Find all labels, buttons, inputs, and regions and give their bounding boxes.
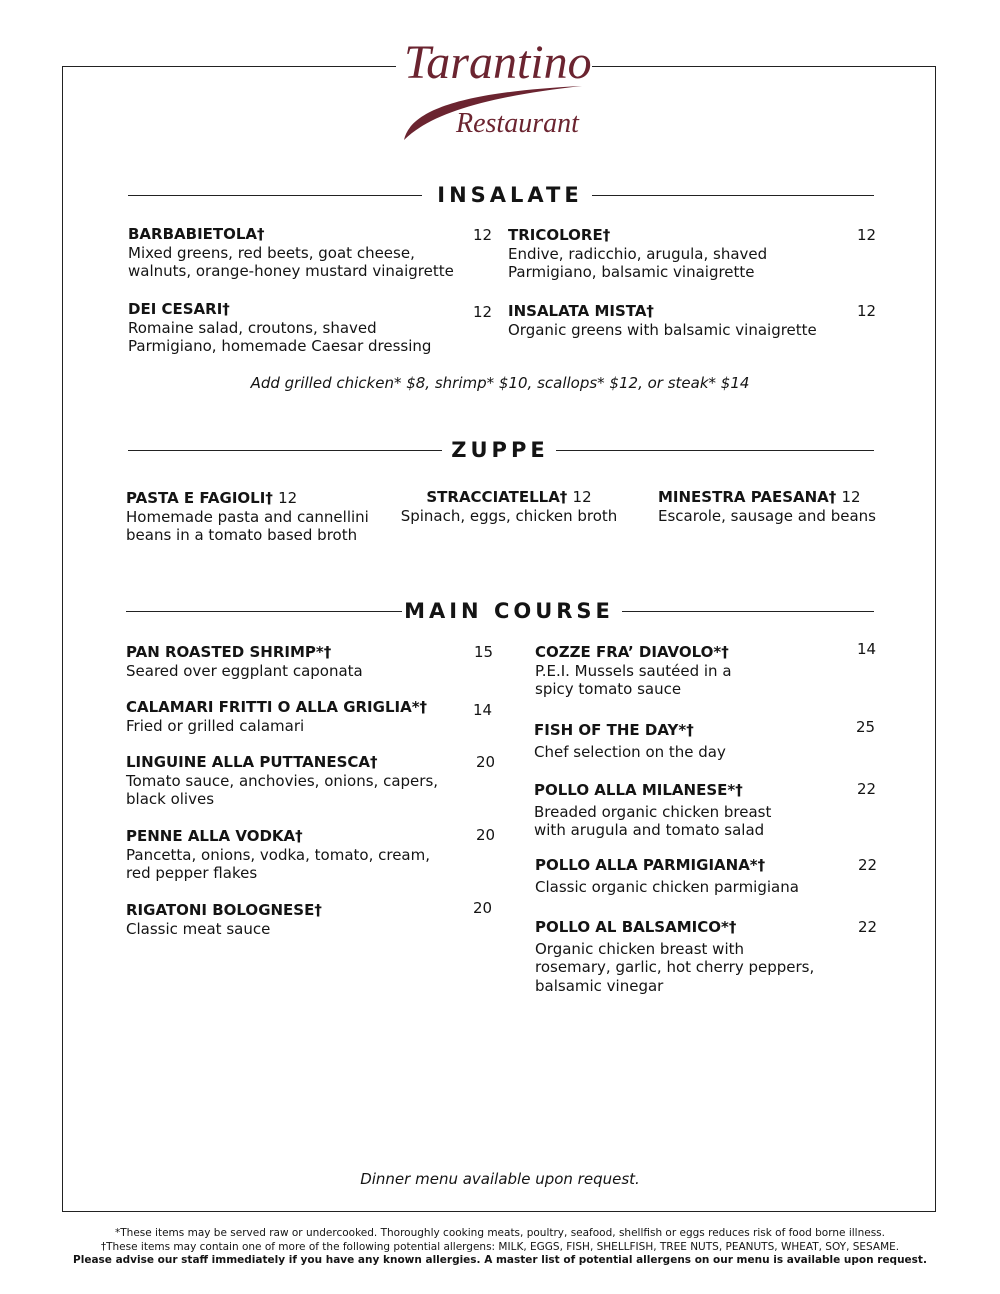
item-name-row bbox=[658, 488, 898, 507]
logo-name: Tarantino bbox=[404, 36, 592, 89]
item-name: DEI CESARI† bbox=[128, 300, 230, 318]
menu-item-rigatoni-bolognese bbox=[126, 901, 446, 938]
item-name: FISH OF THE DAY*† bbox=[534, 721, 694, 739]
menu-item-cozze-fra-diavolo bbox=[535, 643, 755, 699]
main-course-header bbox=[126, 596, 874, 626]
menu-item-pollo-parmigiana bbox=[535, 856, 815, 896]
item-price: 20 bbox=[476, 826, 496, 844]
menu-item-calamari bbox=[126, 698, 446, 735]
allergen-list: †These items may contain one of more of the following potential allergens: MILK, EGGS, FISH, SHELLFISH, TREE NUTS, PEANUTS, WHEAT, SOY, SESAME. bbox=[100, 1240, 900, 1253]
item-name: RIGATONI BOLOGNESE† bbox=[126, 901, 322, 919]
menu-item-pollo-milanese bbox=[534, 781, 784, 840]
item-description: P.E.I. Mussels sautéed in a spicy tomato sauce bbox=[535, 661, 732, 698]
item-price: 22 bbox=[857, 780, 877, 798]
menu-item-dei-cesari bbox=[128, 300, 448, 356]
item-name: POLLO ALLA MILANESE*† bbox=[534, 781, 743, 799]
menu-item-barbabietola bbox=[128, 225, 468, 281]
item-name-row bbox=[398, 488, 620, 507]
item-description: Seared over eggplant caponata bbox=[126, 661, 363, 680]
restaurant-logo bbox=[396, 34, 596, 146]
item-description: Fried or grilled calamari bbox=[126, 716, 305, 735]
menu-item-pan-roasted-shrimp bbox=[126, 643, 446, 680]
item-name: PAN ROASTED SHRIMP*† bbox=[126, 643, 332, 661]
item-price: 12 bbox=[857, 226, 877, 244]
allergy-advisory: Please advise our staff immediately if you have any known allergies. A master list of potential allergens on our menu is available upon request. bbox=[73, 1254, 927, 1266]
item-description: Organic greens with balsamic vinaigrette bbox=[508, 320, 817, 339]
item-description: Mixed greens, red beets, goat cheese, walnuts, orange-honey mustard vinaigrette bbox=[128, 243, 454, 280]
item-name: STRACCIATELLA† bbox=[426, 488, 568, 506]
zuppe-title: ZUPPE bbox=[451, 438, 549, 462]
item-description: Romaine salad, croutons, shaved Parmigiano, homemade Caesar dressing bbox=[128, 318, 432, 355]
item-name: PENNE ALLA VODKA† bbox=[126, 827, 303, 845]
item-name: POLLO ALLA PARMIGIANA*† bbox=[535, 856, 766, 874]
item-name-row bbox=[126, 489, 376, 508]
menu-item-insalata-mista bbox=[508, 302, 838, 339]
item-price: 12 bbox=[473, 226, 493, 244]
allergen-disclaimer bbox=[0, 1227, 1000, 1268]
menu-item-fish-of-the-day bbox=[534, 721, 794, 761]
item-name: BARBABIETOLA† bbox=[128, 225, 265, 243]
item-name: LINGUINE ALLA PUTTANESCA† bbox=[126, 753, 378, 771]
menu-item-pasta-e-fagioli bbox=[126, 489, 376, 545]
item-price: 12 bbox=[572, 488, 592, 506]
menu-item-tricolore bbox=[508, 226, 808, 282]
menu-item-stracciatella bbox=[398, 488, 620, 525]
item-name: POLLO AL BALSAMICO*† bbox=[535, 918, 737, 936]
item-description: Escarole, sausage and beans bbox=[658, 506, 876, 525]
insalate-header bbox=[128, 180, 874, 210]
insalate-addons-note: Add grilled chicken* $8, shrimp* $10, scallops* $12, or steak* $14 bbox=[250, 374, 750, 392]
menu-item-linguine-puttanesca bbox=[126, 753, 446, 809]
item-price: 15 bbox=[474, 643, 494, 661]
item-price: 12 bbox=[841, 488, 861, 506]
item-price: 12 bbox=[278, 489, 298, 507]
menu-item-penne-vodka bbox=[126, 827, 436, 883]
item-name: CALAMARI FRITTI O ALLA GRIGLIA*† bbox=[126, 698, 428, 716]
item-description: Classic organic chicken parmigiana bbox=[535, 877, 799, 896]
item-description: Homemade pasta and cannellini beans in a tomato based broth bbox=[126, 507, 369, 544]
item-description: Endive, radicchio, arugula, shaved Parmigiano, balsamic vinaigrette bbox=[508, 244, 768, 281]
menu-item-pollo-balsamico bbox=[535, 918, 815, 995]
item-name: PASTA E FAGIOLI† bbox=[126, 489, 273, 507]
logo-subtitle: Restaurant bbox=[456, 108, 579, 139]
item-description: Breaded organic chicken breast with arugula and tomato salad bbox=[534, 802, 772, 839]
item-name: COZZE FRA’ DIAVOLO*† bbox=[535, 643, 729, 661]
dinner-menu-note: Dinner menu available upon request. bbox=[360, 1170, 640, 1188]
item-price: 14 bbox=[857, 640, 877, 658]
item-description: Tomato sauce, anchovies, onions, capers, black olives bbox=[126, 771, 439, 808]
item-description: Spinach, eggs, chicken broth bbox=[400, 506, 618, 525]
zuppe-header bbox=[128, 435, 874, 465]
item-name: MINESTRA PAESANA† bbox=[658, 488, 837, 506]
item-price: 22 bbox=[858, 918, 878, 936]
item-price: 12 bbox=[857, 302, 877, 320]
item-price: 22 bbox=[858, 856, 878, 874]
item-description: Classic meat sauce bbox=[126, 919, 271, 938]
item-price: 20 bbox=[473, 899, 493, 917]
insalate-title: INSALATE bbox=[437, 183, 583, 207]
item-price: 14 bbox=[473, 701, 493, 719]
raw-food-warning: *These items may be served raw or undercooked. Thoroughly cooking meats, poultry, seafood, shellfish or eggs reduces risk of food borne illness. bbox=[115, 1227, 885, 1239]
item-name: INSALATA MISTA† bbox=[508, 302, 654, 320]
item-price: 12 bbox=[473, 303, 493, 321]
item-price: 25 bbox=[856, 718, 876, 736]
main-course-title: MAIN COURSE bbox=[404, 599, 614, 623]
item-description: Organic chicken breast with rosemary, garlic, hot cherry peppers, balsamic vinegar bbox=[535, 939, 815, 995]
item-price: 20 bbox=[476, 753, 496, 771]
item-description: Pancetta, onions, vodka, tomato, cream, red pepper flakes bbox=[126, 845, 430, 882]
item-name: TRICOLORE† bbox=[508, 226, 611, 244]
menu-item-minestra-paesana bbox=[658, 488, 898, 525]
item-description: Chef selection on the day bbox=[534, 742, 726, 761]
